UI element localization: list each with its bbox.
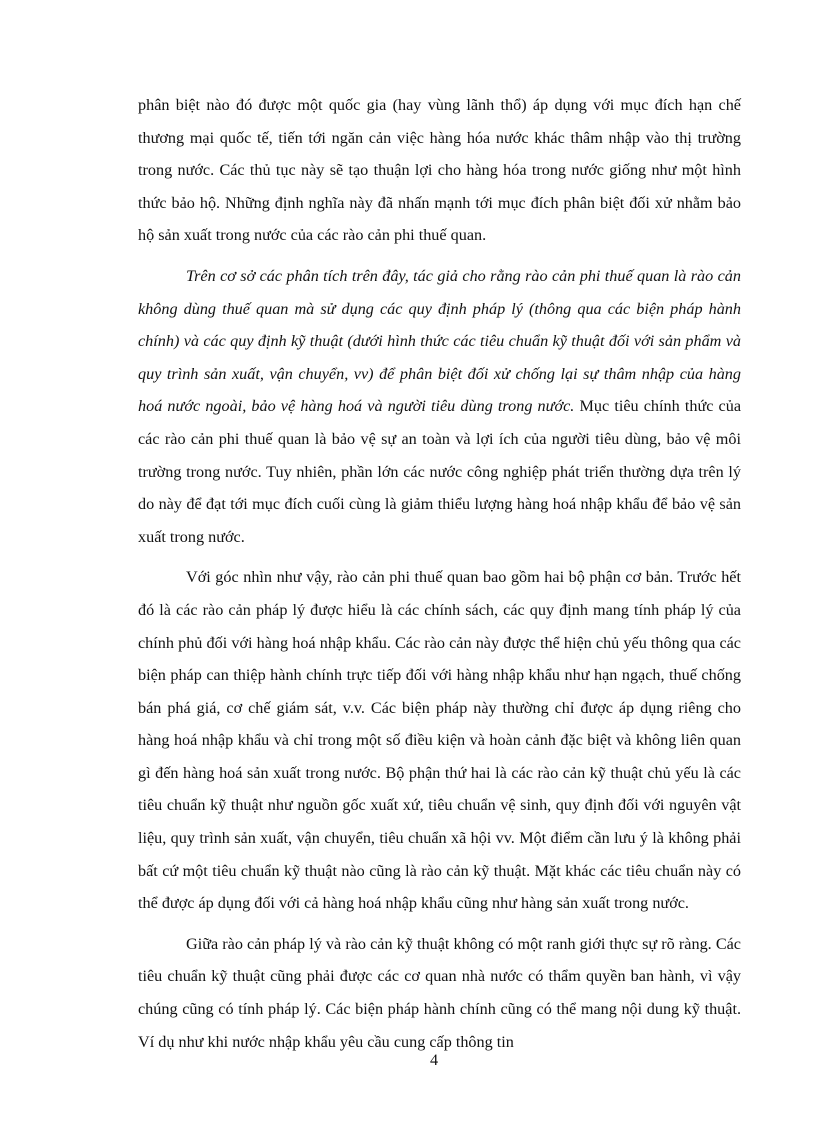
definition-normal-text: Mục tiêu chính thức của các rào cản phi thuế quan là bảo vệ sự an toàn và lợi ích của người tiêu dùng, bảo vệ môi trường trong nước. Tuy nhiên, phần lớn các nước công nghiệp phát triển thường dựa trên lý do này để đạt tới mục đích cuối cùng là giảm thiểu lượng hàng hoá nhập khẩu để bảo vệ sản xuất trong nước. xyxy=(138,397,742,546)
document-body xyxy=(138,89,741,1066)
paragraph-continuation: phân biệt nào đó được một quốc gia (hay vùng lãnh thổ) áp dụng với mục đích hạn chế thương mại quốc tế, tiến tới ngăn cản việc hàng hóa nước khác thâm nhập vào thị trường trong nước. Các thủ tục này sẽ tạo thuận lợi cho hàng hóa trong nước giống như một hình thức bảo hộ. Những định nghĩa này đã nhấn mạnh tới mục đích phân biệt đối xử nhằm bảo hộ sản xuất trong nước của các rào cản phi thuế quan. xyxy=(138,96,741,245)
paragraph-definition xyxy=(138,260,741,553)
paragraph-components: Với góc nhìn như vậy, rào cản phi thuế quan bao gồm hai bộ phận cơ bản. Trước hết đó là các rào cản pháp lý được hiểu là các chính sách, các quy định mang tính pháp lý của chính phủ đối với hàng hoá nhập khẩu. Các rào cản này được thể hiện chủ yếu thông qua các biện pháp can thiệp hành chính trực tiếp đối với hàng nhập khẩu như hạn ngạch, thuế chống bán phá giá, cơ chế giám sát, v.v. Các biện pháp này thường chỉ được áp dụng riêng cho hàng hoá nhập khẩu và chỉ trong một số điều kiện và hoàn cảnh đặc biệt và không liên quan gì đến hàng hoá sản xuất trong nước. Bộ phận thứ hai là các rào cản kỹ thuật chủ yếu là các tiêu chuẩn kỹ thuật như nguồn gốc xuất xứ, tiêu chuẩn vệ sinh, quy định đối với nguyên vật liệu, quy trình sản xuất, vận chuyển, tiêu chuẩn xã hội vv. Một điểm cần lưu ý là không phải bất cứ một tiêu chuẩn kỹ thuật nào cũng là rào cản kỹ thuật. Mặt khác các tiêu chuẩn này có thể được áp dụng đối với cả hàng hoá nhập khẩu cũng như hàng sản xuất trong nước. xyxy=(138,568,741,913)
page-number: 4 xyxy=(429,1051,439,1069)
definition-italic-text: Trên cơ sở các phân tích trên đây, tác giả cho rằng rào cản phi thuế quan là rào cản không dùng thuế quan mà sử dụng các quy định pháp lý (thông qua các biện pháp hành chính) và các quy định kỹ thuật (dưới hình thức các tiêu chuẩn kỹ thuật đối với sản phẩm và quy trình sản xuất, vận chuyển, vv) để phân biệt đối xử chống lại sự thâm nhập của hàng hoá nước ngoài, bảo vệ hàng hoá và người tiêu dùng trong nước. xyxy=(138,266,741,416)
paragraph-boundary: Giữa rào cản pháp lý và rào cản kỹ thuật không có một ranh giới thực sự rõ ràng. Các tiêu chuẩn kỹ thuật cũng phải được các cơ quan nhà nước có thẩm quyền ban hành, vì vậy chúng cũng có tính pháp lý. Các biện pháp hành chính cũng có thể mang nội dung kỹ thuật. Ví dụ như khi nước nhập khẩu yêu cầu cung cấp thông tin xyxy=(138,934,741,1051)
